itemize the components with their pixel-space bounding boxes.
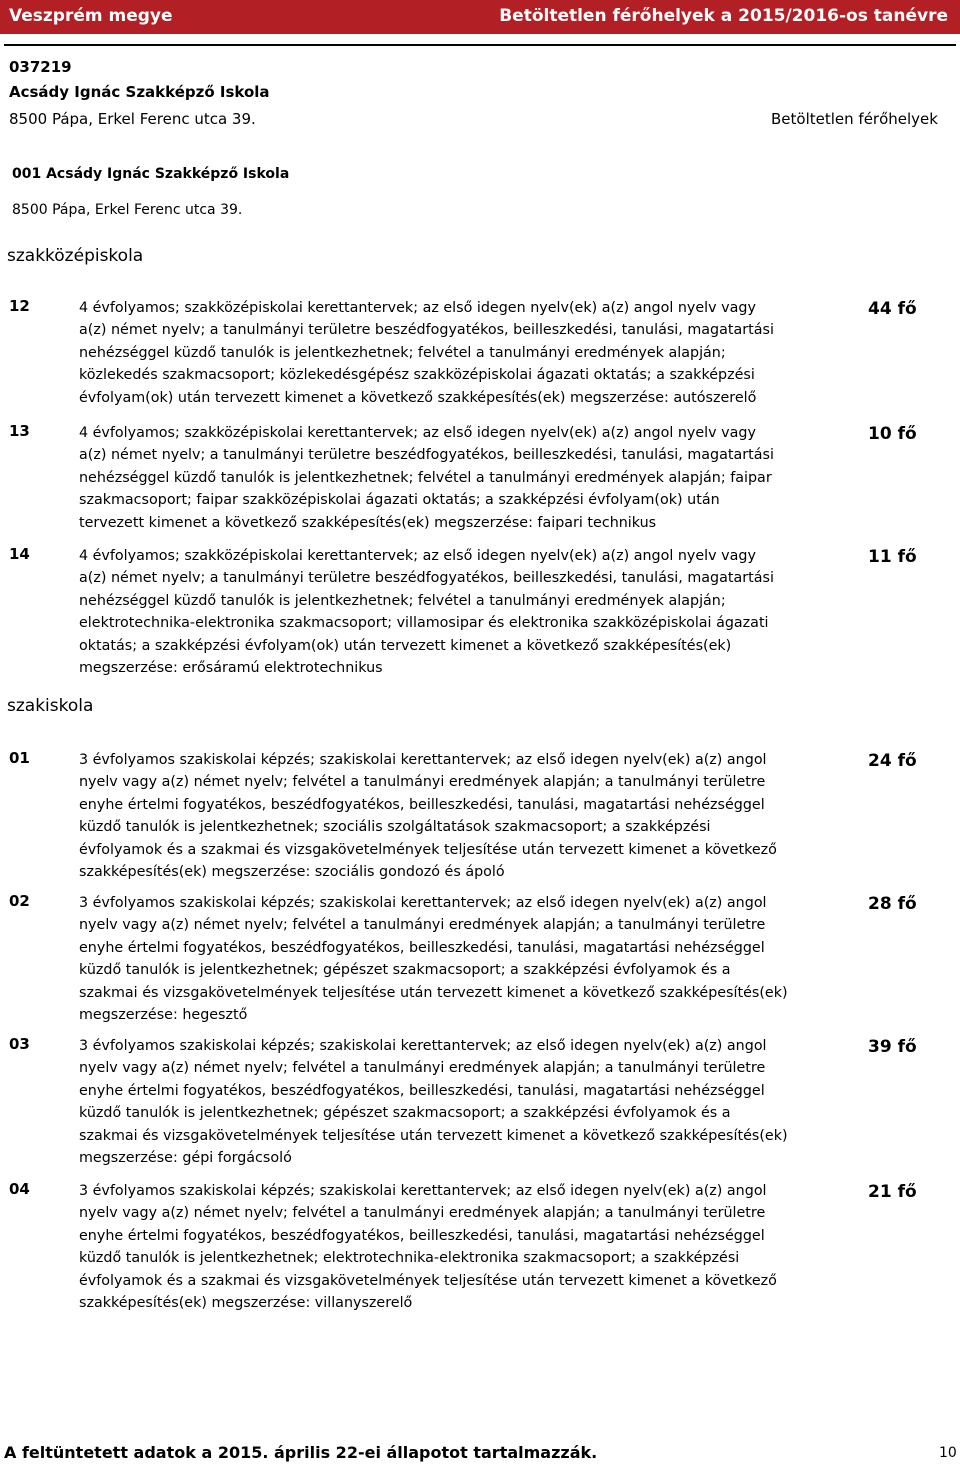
description-line: évfolyamok és a szakmai és vizsgakövetelmények teljesítése után tervezett kimenet a következő bbox=[79, 841, 777, 858]
description-line: küzdő tanulók is jelentkezhetnek; gépészet szakmacsoport; a szakképzési évfolyamok és a bbox=[79, 962, 731, 979]
description-line: évfolyamok és a szakmai és vizsgakövetelmények teljesítése után tervezett kimenet a következő bbox=[79, 1272, 777, 1289]
vacancy-count: 11 fő bbox=[868, 547, 917, 567]
program-code: 13 bbox=[9, 422, 30, 440]
description-line: 4 évfolyamos; szakközépiskolai kerettantervek; az első idegen nyelv(ek) a(z) angol nyelv vagy bbox=[79, 425, 756, 441]
program-description bbox=[79, 749, 839, 883]
program-description bbox=[79, 422, 839, 534]
program-code: 03 bbox=[9, 1035, 30, 1053]
description-line: szakmai és vizsgakövetelmények teljesítése után tervezett kimenet a következő szakképesítés(ek) bbox=[79, 984, 788, 1001]
description-line: 3 évfolyamos szakiskolai képzés; szakiskolai kerettantervek; az első idegen nyelv(ek) a(z) angol bbox=[79, 895, 767, 911]
description-line: enyhe értelmi fogyatékos, beszédfogyatékos, beilleszkedési, tanulási, magatartási nehézséggel bbox=[79, 939, 765, 956]
vacancy-count: 44 fő bbox=[868, 299, 917, 319]
county-label: Veszprém megye bbox=[9, 6, 173, 26]
description-line: a(z) német nyelv; a tanulmányi területre beszédfogyatékos, beilleszkedési, tanulási, magatartási bbox=[79, 322, 774, 339]
vacancy-count: 28 fő bbox=[868, 894, 917, 914]
site-name: 001 Acsády Ignác Szakképző Iskola bbox=[12, 166, 290, 182]
program-description bbox=[79, 545, 839, 679]
description-line: nehézséggel küzdő tanulók is jelentkezhetnek; felvétel a tanulmányi eredmények alapján; bbox=[79, 592, 726, 609]
description-line: enyhe értelmi fogyatékos, beszédfogyatékos, beilleszkedési, tanulási, magatartási nehézséggel bbox=[79, 796, 765, 813]
vacancy-count: 10 fő bbox=[868, 424, 917, 444]
vacancy-count: 21 fő bbox=[868, 1182, 917, 1202]
section-title-szakkozepiskola: szakközépiskola bbox=[7, 246, 144, 266]
footer-note: A feltüntetett adatok a 2015. április 22-ei állapotot tartalmazzák. bbox=[4, 1443, 598, 1462]
description-line: nyelv vagy a(z) német nyelv; felvétel a tanulmányi eredmények alapján; a tanulmányi területre bbox=[79, 917, 766, 934]
description-line: küzdő tanulók is jelentkezhetnek; gépészet szakmacsoport; a szakképzési évfolyamok és a bbox=[79, 1105, 731, 1122]
description-line: a(z) német nyelv; a tanulmányi területre beszédfogyatékos, beilleszkedési, tanulási, magatartási bbox=[79, 447, 774, 464]
description-line: szakképesítés(ek) megszerzése: szociális gondozó és ápoló bbox=[79, 864, 505, 881]
description-line: nehézséggel küzdő tanulók is jelentkezhetnek; felvétel a tanulmányi eredmények alapján; bbox=[79, 344, 726, 361]
description-line: szakmai és vizsgakövetelmények teljesítése után tervezett kimenet a következő szakképesítés(ek) bbox=[79, 1127, 788, 1144]
description-line: tervezett kimenet a következő szakképesítés(ek) megszerzése: faipari technikus bbox=[79, 514, 657, 531]
page-number: 10 bbox=[939, 1445, 957, 1461]
description-line: nehézséggel küzdő tanulók is jelentkezhetnek; felvétel a tanulmányi eredmények alapján; faipar bbox=[79, 469, 772, 486]
description-line: 3 évfolyamos szakiskolai képzés; szakiskolai kerettantervek; az első idegen nyelv(ek) a(z) angol bbox=[79, 1183, 767, 1199]
description-line: szakképesítés(ek) megszerzése: villanyszerelő bbox=[79, 1295, 413, 1312]
description-line: 3 évfolyamos szakiskolai képzés; szakiskolai kerettantervek; az első idegen nyelv(ek) a(z) angol bbox=[79, 752, 767, 768]
program-description bbox=[79, 1035, 839, 1169]
program-description bbox=[79, 297, 839, 409]
description-line: enyhe értelmi fogyatékos, beszédfogyatékos, beilleszkedési, tanulási, magatartási nehézséggel bbox=[79, 1082, 765, 1099]
program-code: 14 bbox=[9, 545, 30, 563]
vacancy-count: 39 fő bbox=[868, 1037, 917, 1057]
description-line: évfolyam(ok) után tervezett kimenet a következő szakképesítés(ek) megszerzése: autószerelő bbox=[79, 389, 757, 406]
description-line: enyhe értelmi fogyatékos, beszédfogyatékos, beilleszkedési, tanulási, magatartási nehézséggel bbox=[79, 1227, 765, 1244]
description-line: közlekedés szakmacsoport; közlekedésgépész szakközépiskolai ágazati oktatás; a szakképzési bbox=[79, 367, 755, 384]
description-line: 3 évfolyamos szakiskolai képzés; szakiskolai kerettantervek; az első idegen nyelv(ek) a(z) angol bbox=[79, 1038, 767, 1054]
program-description bbox=[79, 1180, 839, 1314]
school-id: 037219 bbox=[9, 58, 72, 76]
description-line: elektrotechnika-elektronika szakmacsoport; villamosipar és elektronika szakközépiskolai ágazati bbox=[79, 615, 769, 632]
site-address: 8500 Pápa, Erkel Ferenc utca 39. bbox=[12, 202, 243, 218]
section-title-szakiskola: szakiskola bbox=[7, 696, 94, 716]
vacancies-label: Betöltetlen férőhelyek bbox=[771, 110, 938, 128]
description-line: nyelv vagy a(z) német nyelv; felvétel a tanulmányi eredmények alapján; a tanulmányi területre bbox=[79, 774, 766, 791]
description-line: megszerzése: erősáramú elektrotechnikus bbox=[79, 660, 383, 677]
program-code: 04 bbox=[9, 1180, 30, 1198]
description-line: nyelv vagy a(z) német nyelv; felvétel a tanulmányi eredmények alapján; a tanulmányi területre bbox=[79, 1060, 766, 1077]
header-divider bbox=[4, 44, 956, 46]
school-name: Acsády Ignác Szakképző Iskola bbox=[9, 83, 270, 101]
description-line: oktatás; a szakképzési évfolyam(ok) után tervezett kimenet a következő szakképesítés(ek) bbox=[79, 637, 732, 654]
vacancy-count: 24 fő bbox=[868, 751, 917, 771]
description-line: megszerzése: hegesztő bbox=[79, 1007, 248, 1024]
description-line: a(z) német nyelv; a tanulmányi területre beszédfogyatékos, beilleszkedési, tanulási, magatartási bbox=[79, 570, 774, 587]
description-line: szakmacsoport; faipar szakközépiskolai ágazati oktatás; a szakképzési évfolyam(ok) után bbox=[79, 492, 720, 509]
program-code: 01 bbox=[9, 749, 30, 767]
header-bar bbox=[0, 0, 960, 34]
description-line: 4 évfolyamos; szakközépiskolai kerettantervek; az első idegen nyelv(ek) a(z) angol nyelv vagy bbox=[79, 548, 756, 564]
description-line: küzdő tanulók is jelentkezhetnek; elektrotechnika-elektronika szakmacsoport; a szakképzési bbox=[79, 1250, 740, 1267]
program-description bbox=[79, 892, 839, 1026]
program-code: 12 bbox=[9, 297, 30, 315]
description-line: küzdő tanulók is jelentkezhetnek; szociális szolgáltatások szakmacsoport; a szakképzési bbox=[79, 819, 711, 836]
description-line: megszerzése: gépi forgácsoló bbox=[79, 1150, 292, 1167]
description-line: 4 évfolyamos; szakközépiskolai kerettantervek; az első idegen nyelv(ek) a(z) angol nyelv vagy bbox=[79, 300, 756, 316]
school-address: 8500 Pápa, Erkel Ferenc utca 39. bbox=[9, 110, 256, 128]
program-code: 02 bbox=[9, 892, 30, 910]
page-title: Betöltetlen férőhelyek a 2015/2016-os tanévre bbox=[499, 6, 948, 26]
description-line: nyelv vagy a(z) német nyelv; felvétel a tanulmányi eredmények alapján; a tanulmányi területre bbox=[79, 1205, 766, 1222]
